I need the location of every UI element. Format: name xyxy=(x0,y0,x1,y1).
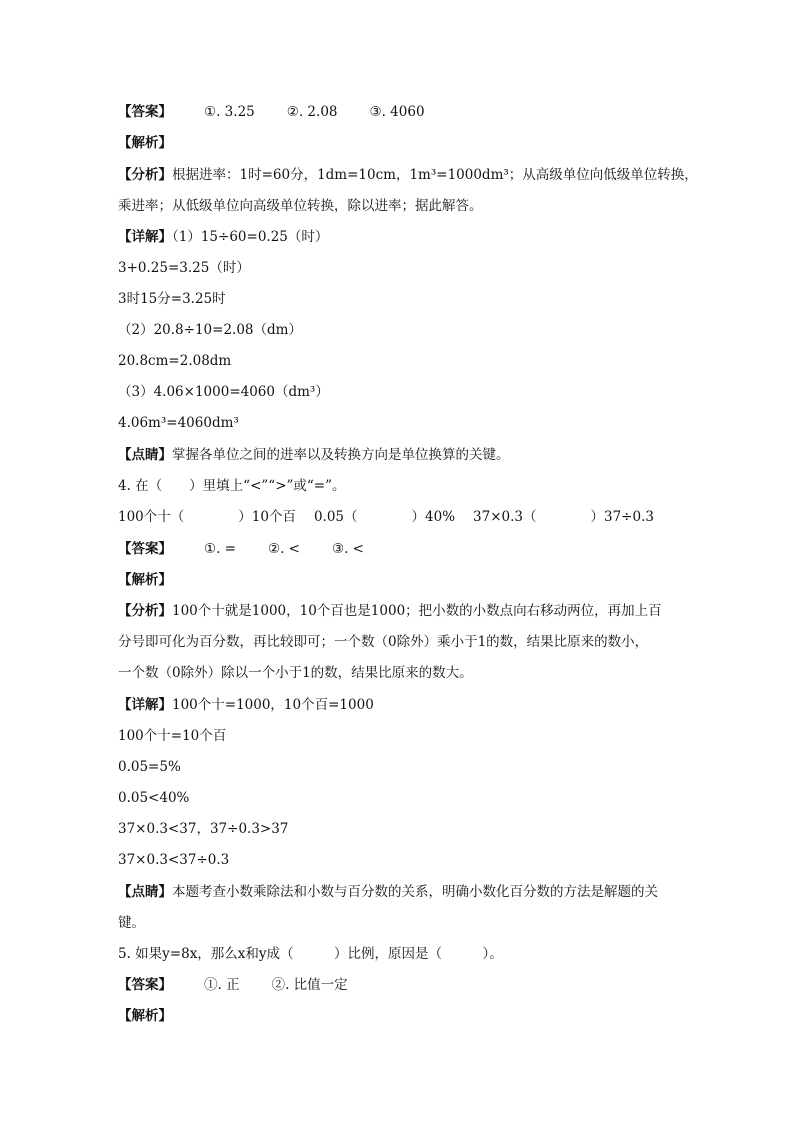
q4-jiexi-label: 【解析】 xyxy=(118,572,172,588)
q4-question: 4. 在（ ）里填上“<”“>”或“=”。 xyxy=(118,478,346,494)
q3-step: 3时15分=3.25时 xyxy=(118,291,226,307)
answer-2: ②. 2.08 xyxy=(286,104,338,120)
fenxi-text: 100个十就是1000，10个百也是1000；把小数的小数点向右移动两位，再加上百 xyxy=(172,603,662,619)
fenxi-text: 根据进率：1时=60分，1dm=10cm，1m³=1000dm³；从高级单位向低级单位转换， xyxy=(172,167,698,183)
q5-jiexi-label: 【解析】 xyxy=(118,1008,172,1024)
dianjing-text: 掌握各单位之间的进率以及转换方向是单位换算的关键。 xyxy=(172,447,510,463)
q4-fenxi-line-1 xyxy=(118,602,662,620)
q3-step: （2）20.8÷10=2.08（dm） xyxy=(118,322,302,338)
q4-dianjing-line-2: 键。 xyxy=(118,915,145,931)
q4-fenxi-line-2: 分号即可化为百分数，再比较即可；一个数（0除外）乘小于1的数，结果比原来的数小， xyxy=(118,634,649,650)
q4-xiangjie-line xyxy=(118,696,374,714)
answer-3: ③. 4060 xyxy=(369,104,425,120)
answer-1: ①. = xyxy=(204,541,236,557)
answer-2: ②. 比值一定 xyxy=(271,977,348,993)
q3-step: （3）4.06×1000=4060（dm³） xyxy=(118,384,329,400)
fenxi-label: 【分析】 xyxy=(118,603,172,619)
q3-answer-line xyxy=(118,103,425,121)
answer-label: 【答案】 xyxy=(118,541,172,557)
q4-item-3: 37×0.3（ ）37÷0.3 xyxy=(473,509,654,525)
q3-fenxi-line-1 xyxy=(118,166,698,184)
q3-jiexi-label: 【解析】 xyxy=(118,135,172,151)
q4-item-1: 100个十（ ）10个百 xyxy=(118,509,296,525)
q4-dianjing-line xyxy=(118,883,658,901)
q4-items-row xyxy=(118,508,654,526)
q4-step: 0.05<40% xyxy=(118,790,190,806)
answer-1: ①. 正 xyxy=(204,977,240,993)
q4-step: 0.05=5% xyxy=(118,759,181,775)
q5-question: 5. 如果y=8x，那么x和y成（ ）比例，原因是（ ）。 xyxy=(118,946,503,962)
answer-label: 【答案】 xyxy=(118,977,172,993)
q4-answer-line xyxy=(118,540,364,558)
answer-label: 【答案】 xyxy=(118,104,172,120)
q5-answer-line xyxy=(118,976,348,994)
dianjing-label: 【点睛】 xyxy=(118,884,172,900)
q3-step: 4.06m³=4060dm³ xyxy=(118,415,239,431)
xiangjie-label: 【详解】 xyxy=(118,229,172,245)
q3-fenxi-line-2: 乘进率；从低级单位向高级单位转换，除以进率；据此解答。 xyxy=(118,198,483,214)
q3-step: 3+0.25=3.25（时） xyxy=(118,260,250,276)
xiangjie-label: 【详解】 xyxy=(118,697,172,713)
q4-fenxi-line-3: 一个数（0除外）除以一个小于1的数，结果比原来的数大。 xyxy=(118,665,473,681)
fenxi-label: 【分析】 xyxy=(118,167,172,183)
answer-2: ②. < xyxy=(268,541,300,557)
q4-item-2: 0.05（ ）40% xyxy=(313,509,456,525)
q3-dianjing-line xyxy=(118,446,510,464)
dianjing-text: 本题考查小数乘除法和小数与百分数的关系，明确小数化百分数的方法是解题的关 xyxy=(172,884,658,900)
answer-1: ①. 3.25 xyxy=(204,104,255,120)
xiangjie-text: 100个十=1000，10个百=1000 xyxy=(172,697,374,713)
q4-step: 37×0.3<37÷0.3 xyxy=(118,852,230,868)
dianjing-label: 【点睛】 xyxy=(118,447,172,463)
xiangjie-text: （1）15÷60=0.25（时） xyxy=(172,229,329,245)
q4-step: 100个十=10个百 xyxy=(118,728,227,744)
answer-3: ③. < xyxy=(332,541,364,557)
q4-step: 37×0.3<37，37÷0.3>37 xyxy=(118,821,289,837)
q3-step: 20.8cm=2.08dm xyxy=(118,353,232,369)
q3-xiangjie-line xyxy=(118,228,328,246)
